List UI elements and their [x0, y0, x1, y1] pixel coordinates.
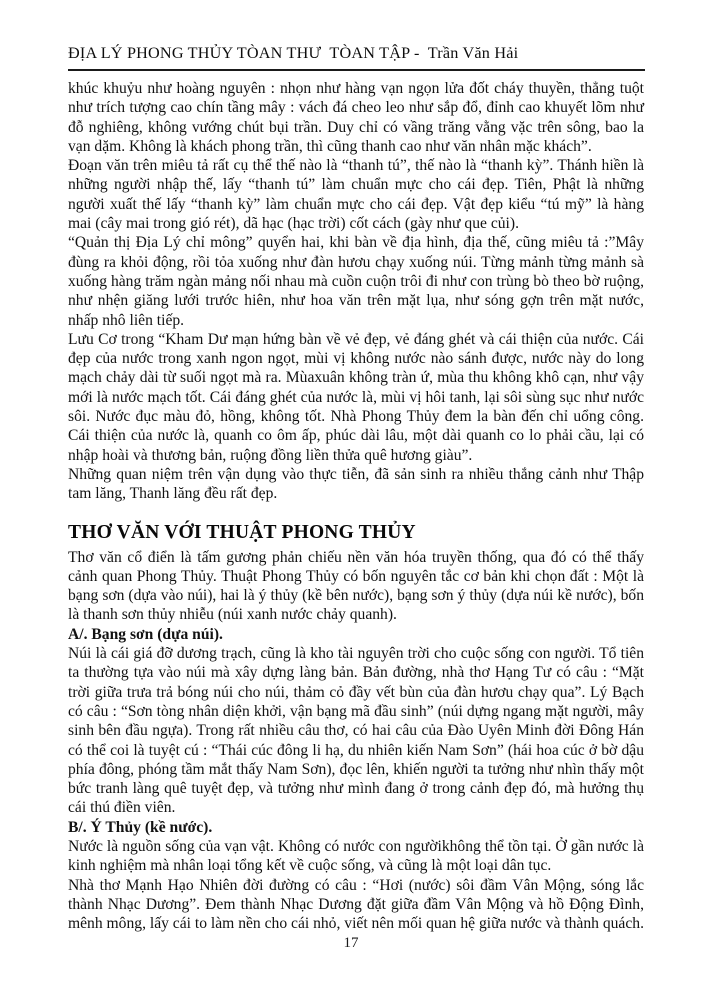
subsection-heading-b: B/. Ý Thủy (kề nước). — [68, 818, 213, 836]
paragraph-9: Nhà thơ Mạnh Hạo Nhiên đời đường có câu : “Hơi (nước) sôi đầm Vân Mộng, sóng lắc thành Nhạc Dương”. Đem thành Nhạc Dương đặt giữa đầm Vân Mộng và hồ Động Đình, mênh mông, lấy cái to làm nền cho cái nhỏ, viết nên mối quan hệ giữa nước và thành quách. — [68, 876, 644, 933]
running-header — [68, 44, 645, 71]
paragraph-3: “Quản thị Địa Lý chỉ mông” quyển hai, khi bàn về địa hình, địa thế, cũng miêu tả :”Mây đùng ra khỏi động, rồi tỏa xuống như đàn hươu chạy xuống núi. Từng mảnh từng mảnh sà xuống hàng trăm ngàn mảng nối nhau mà cuồn cuộn trôi đi như con trùng bò theo bờ ruộng, như nhện giăng lưới trước hiên, như hoa văn trên mặt lụa, như sóng gợn trên mặt nước, nhấp nhô liên tiếp. — [68, 234, 644, 329]
book-title-header: ĐỊA LÝ PHONG THỦY TÒAN THƯ TÒAN TẬP - Trần Văn Hải — [68, 44, 519, 62]
page-body — [68, 79, 644, 933]
header-rule — [68, 69, 645, 71]
paragraph-8: Nước là nguồn sống của vạn vật. Không có nước con ngườikhông thể tồn tại. Ở gần nước là kinh nghiệm mà nhân loại tổng kết về cuộc sống, và cũng là một loại dân tục. — [68, 837, 644, 875]
paragraph-5: Những quan niệm trên vận dụng vào thực tiễn, đã sản sinh ra nhiều thắng cảnh như Thập tam lăng, Thanh lăng đều rất đẹp. — [68, 465, 644, 503]
paragraph-7: Núi là cái giá đỡ dương trạch, cũng là kho tài nguyên trời cho cuộc sống con người. Tổ tiên ta thường tựa vào núi mà xây dựng làng bản. Bản đường, nhà thơ Hạng Tư có câu : “Mặt trời giữa trưa trả bóng núi cho núi, thảm cỏ đầy vết bùn của đàn hươu chạy qua”. Lý Bạch có câu : “Sơn tòng nhân diện khởi, vận bạng mã đầu sinh” (núi dựng ngang mặt người, mây sinh bên đầu ngựa). Trong rất nhiều câu thơ, có hai câu của Đào Uyên Minh đời Đông Hán có thể coi là tuyệt cú : “Thái cúc đông li hạ, du nhiên kiến Nam Sơn” (hái hoa cúc ở bờ dậu phía đông, phóng tầm mắt thấy Nam Sơn), đọc lên, khiến người ta tưởng như nhìn thấy một bức tranh làng quê tuyệt đẹp, và tưởng như mình đang ở trong cảnh đẹp đó, mà hưởng thụ cái thú điền viên. — [68, 645, 644, 817]
section-heading: THƠ VĂN VỚI THUẬT PHONG THỦY — [68, 521, 416, 543]
paragraph-6: Thơ văn cổ điển là tấm gương phản chiếu nền văn hóa truyền thống, qua đó có thể thấy cảnh quan Phong Thủy. Thuật Phong Thủy có bốn nguyên tắc cơ bản khi chọn đất : Một là bạng sơn (dựa vào núi), hai là ý thủy (kề bên nước), bạng sơn ý thủy (dựa núi kề nước), bốn là thanh sơn thủy nhiễu (núi xanh nước chảy quanh). — [68, 548, 644, 624]
paragraph-1: khúc khuỷu như hoàng nguyên : nhọn như hàng vạn ngọn lửa đốt cháy thuyền, thẳng tuột như trích tượng cao chín tầng mây : vách đá cheo leo như sắp đổ, đỉnh cao khuyết lõm như đỗ nghiêng, không vướng chút bụi trần. Duy chỉ có vầng trăng vằng vặc trên sông, bao la vạn dặm. Không là khách phong trần, thì cũng thanh cao như văn nhân mặc khách”. — [68, 80, 644, 155]
subsection-heading-a: A/. Bạng sơn (dựa núi). — [68, 625, 223, 643]
paragraph-4: Lưu Cơ trong “Kham Dư mạn hứng bàn về vẻ đẹp, vẻ đáng ghét và cái thiện của nước. Cái đẹp của nước trong xanh ngon ngọt, mùi vị không nước nào sánh được, nước này do long mạch chảy dài từ suối ngọt mà ra. Mùaxuân không tràn ứ, mùa thu không khô cạn, như vậy mới là nước mạch tốt. Cái đáng ghét của nước là, mùi vị hôi tanh, lại sôi sùng sục như nước sôi. Nước đục màu đỏ, hồng, không tốt. Nhà Phong Thủy đem la bàn đến chỉ uổng công. Cái thiện của nước là, quanh co ôm ấp, phúc dài lâu, một dài quanh co lo phải cầu, lại có nhập hoài và thương bản, ruộng đồng liền thửa quê hương giàu”. — [68, 330, 644, 464]
paragraph-2: Đoạn văn trên miêu tả rất cụ thể thế nào là “thanh tú”, thế nào là “thanh kỳ”. Thánh hiền là những người nhập thế, lấy “thanh tú” làm chuẩn mực cho cái đẹp. Tiên, Phật là những người xuất thế lấy “thanh kỳ” làm chuẩn mực cho cái đẹp. Vật đẹp kiểu “tú mỹ” là hàng mai (cây mai trong gió rét), dã hạc (hạc trời) cốt cách (gày như que củi). — [68, 157, 644, 233]
page-number: 17 — [343, 935, 359, 951]
